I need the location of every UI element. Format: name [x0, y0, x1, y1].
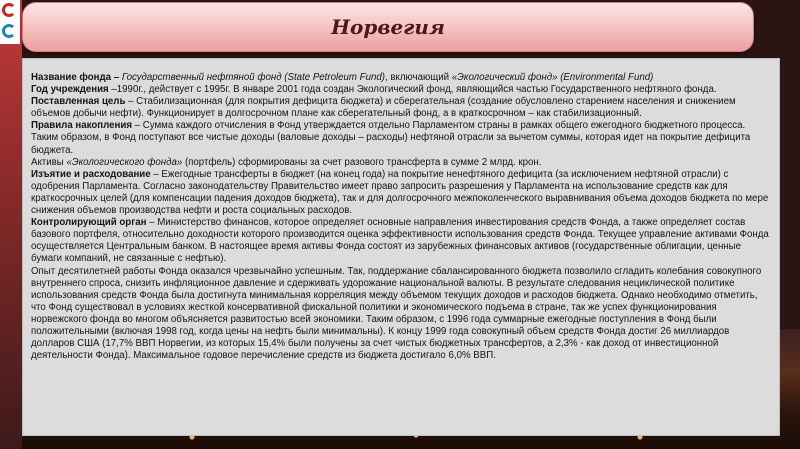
- fund-name-italic: Государственный нефтяной фонд (State Petroleum Fund): [121, 72, 385, 83]
- logo-blue-ring-icon: [2, 24, 16, 38]
- slide-title: Норвегия: [331, 15, 445, 39]
- label-fund-name-dash: –: [111, 72, 122, 83]
- slide-title-bar: [22, 2, 754, 52]
- withdrawal-text: – Ежегодные трансферты в бюджет (на конец года) на покрытие ненефтяного дефицита (за исключением нефтяной отрасли) с одобрения Парламента. Согласно законодательству Правительство имеет право запросить разрешения у Парламента на использование средств как для краткосрочных целей (для компенсации падения доходов бюджета), так и для долгосрочного межпоколенческого выравнивания объема доходов бюджета по мере снижения объемов производства нефти и роста социальных расходов.: [31, 168, 769, 217]
- fund-name-mid: , включающий: [385, 72, 452, 83]
- logo-red-ring-icon: [2, 3, 16, 17]
- logo-icon: [0, 0, 20, 44]
- paragraph-experience: Опыт десятилетней работы Фонда оказался чрезвычайно успешным. Так, поддержание сбалансированного бюджета позволило сгладить колебания совокупного внутреннего спроса, снизить инфляционное давление и сдерживать удорожание национальной валюты. В результате следования нециклической политике использования средств Фонда была достигнута минимальная корреляция между объемом текущих доходов и расходов бюджета. Однако необходимо отметить, что Фонд существовал в условиях жесткой консервативной фискальной политики и экономического подъема в стране, так же успех функционирования норвежского фонда во многом объясняется развитостью всей экономики. Таким образом, с 1996 года суммарные ежегодные поступления в Фонд были положительными (включая 1998 год, когда цены на нефть были минимальны). К концу 1999 года совокупный объем средств Фонда достиг 26 миллиардов долларов США (17,7% ВВП Норвегии, из которых 15,4% были получены за счет чистых бюджетных трансфертов, а 2,3% - как доход от инвестиционной деятельности Фонда). Максимальное годовое перечисление средств из бюджета достигало 6,0% ВВП.: [31, 265, 762, 362]
- label-founded: Год учреждения: [31, 84, 109, 96]
- paragraph-withdrawal: [31, 169, 773, 217]
- content-panel: [22, 58, 780, 436]
- control-text: – Министерство финансов, которое определяет основные направления инвестирования средств Фонда, а также определяет состав базового портфеля, относительно доходности которого производится оценка эффективности использования средств Фонда. Текущее управление активами Фонда осуществляется Центральным банком. В настоящее время активы Фонда состоят из зарубежных финансовых активов (государственные облигации, ценные бумаги компаний, не связанные с нефтью).: [31, 217, 769, 265]
- goal-text: – Стабилизационная (для покрытия дефицита бюджета) и сберегательная (создание обусловлено старением населения и снижением объемов добычи нефти). Функционирует в долгосрочном плане как сберегательный фонд, а в краткосрочном – как стабилизационный.: [31, 96, 736, 120]
- fund-name-italic-2: «Экологический фонд» (Environmental Fund): [451, 72, 654, 83]
- founded-text: –1990г., действует с 1995г. В январе 2001 года создан Экологический фонд, являющийся частью Государственного нефтяного фонда.: [108, 84, 717, 96]
- paragraph-accumulation: [31, 120, 773, 156]
- paragraph-goal: [31, 96, 773, 120]
- label-goal: Поставленная цель: [31, 96, 126, 108]
- label-withdrawal: Изъятие и расходование: [31, 168, 151, 180]
- paragraph-fund-name: [31, 72, 773, 84]
- eco-assets-after: (портфель) сформированы за счет разового трансферта в сумме 2 млрд. крон.: [182, 156, 542, 168]
- eco-assets-before: Активы: [31, 156, 67, 168]
- paragraph-control: [31, 217, 773, 265]
- label-fund-name: Название фонда: [31, 72, 112, 83]
- label-control: Контролирующий орган: [31, 217, 147, 229]
- label-accumulation: Правила накопления: [31, 120, 133, 132]
- eco-assets-italic: «Экологического фонда»: [66, 156, 183, 168]
- paragraph-eco-assets: [31, 157, 773, 169]
- left-decor-strip: [0, 0, 22, 449]
- paragraph-founded: [31, 84, 773, 96]
- accumulation-text: – Сумма каждого отчисления в Фонд утверждается отдельно Парламентом страны в рамках общего ежегодного бюджетного процесса. Таким образом, в Фонд поступают все чистые доходы (валовые доходы – расходы) нефтяной отрасли за вычетом суммы, которая идет на покрытие дефицита бюджета.: [31, 120, 751, 156]
